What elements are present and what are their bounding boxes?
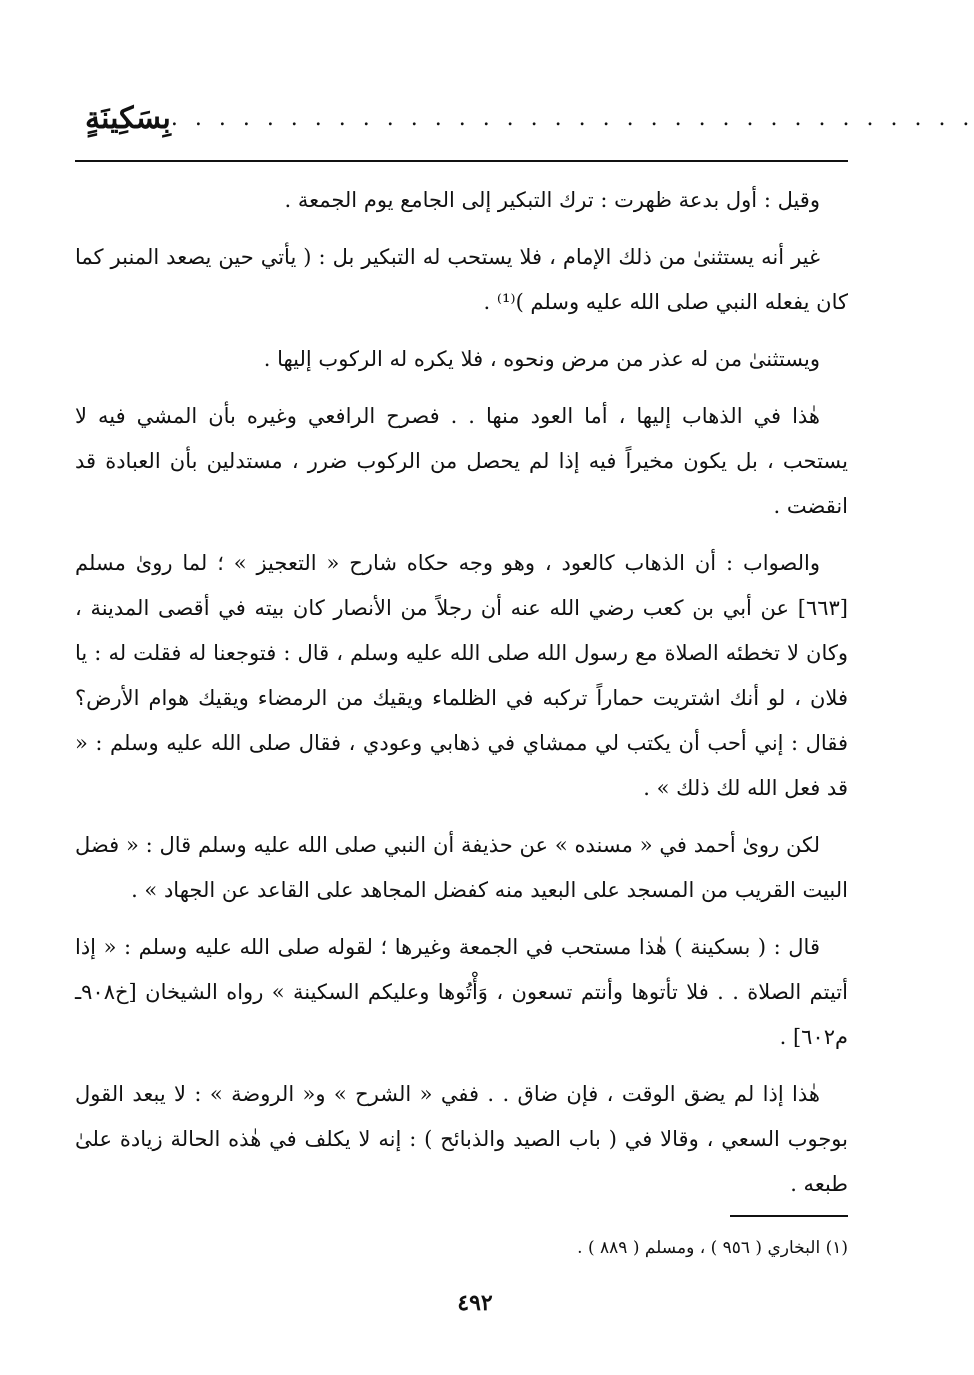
header-divider — [75, 160, 848, 162]
body-text — [75, 178, 848, 1219]
paragraph-8: هٰذا إذا لم يضق الوقت ، فإن ضاق . . ففي « الشرح » و« الروضة » : لا يبعد القول بوجوب السعي ، وقالا في ( باب الصيد والذبائح ) : إنه لا يكلف في هٰذه الحالة زيادة علىٰ طبعه . — [75, 1082, 848, 1196]
footnote-divider — [730, 1215, 848, 1217]
paragraph-5: والصواب : أن الذهاب كالعود ، وهو وجه حكاه شارح « التعجيز » ؛ لما روىٰ مسلم [٦٦٣] عن أبي بن كعب رضي الله عنه أن رجلاً من الأنصار كان بيته في أقصى المدينة ، وكان لا تخطئه الصلاة مع رسول الله صلى الله عليه وسلم ، قال : فتوجعنا له فقلت له : يا فلان ، لو أنك اشتريت حماراً تركبه في الظلماء ويقيك من الرمضاء ويقيك هوام الأرض؟ فقال : إني أحب أن يكتب لي ممشاي في ذهابي وعودي ، فقال صلى الله عليه وسلم : « قد فعل الله لك ذلك » . — [75, 551, 848, 800]
paragraph-4: هٰذا في الذهاب إليها ، أما العود منها . . فصرح الرافعي وغيره بأن المشي فيه لا يستحب ، بل يكون مخيراً فيه إذا لم يحصل من الركوب ضرر ، مستدلين بأن العبادة قد انقضت . — [75, 404, 848, 518]
footnote: (١) البخاري ( ٩٥٦ ) ، ومسلم ( ٨٨٩ ) . — [577, 1238, 848, 1258]
paragraph-7: قال : ( بسكينة ) هٰذا مستحب في الجمعة وغيرها ؛ لقوله صلى الله عليه وسلم : « إذا أتيتم الصلاة . . فلا تأتوها وأنتم تسعون ، وَأْتُوها وعليكم السكينة » رواه الشيخان [خ٩٠٨ـ م٦٠٢] . — [75, 935, 848, 1049]
header-dot-leader: . . . . . . . . . . . . . . . . . . . . . . . . . . . . . . . . . . — [170, 105, 974, 131]
paragraph-2: غير أنه يستثنىٰ من ذلك الإمام ، فلا يستحب له التبكير بل : ( يأتي حين يصعد المنبر كما كان يفعله النبي صلى الله عليه وسلم )⁽¹⁾ . — [75, 245, 848, 314]
page-number: ٤٩٢ — [457, 1290, 493, 1316]
running-header — [75, 98, 974, 138]
paragraph-1: وقيل : أول بدعة ظهرت : ترك التبكير إلى الجامع يوم الجمعة . — [284, 188, 820, 212]
paragraph-3: ويستثنىٰ من له عذر من مرض ونحوه ، فلا يكره له الركوب إليها . — [263, 347, 820, 371]
header-title: بِسَكِينَةٍ — [85, 100, 171, 136]
paragraph-6: لكن روىٰ أحمد في « مسنده » عن حذيفة أن النبي صلى الله عليه وسلم قال : « فضل البيت القريب من المسجد على البعيد منه كفضل المجاهد على القاعد عن الجهاد » . — [75, 833, 848, 902]
